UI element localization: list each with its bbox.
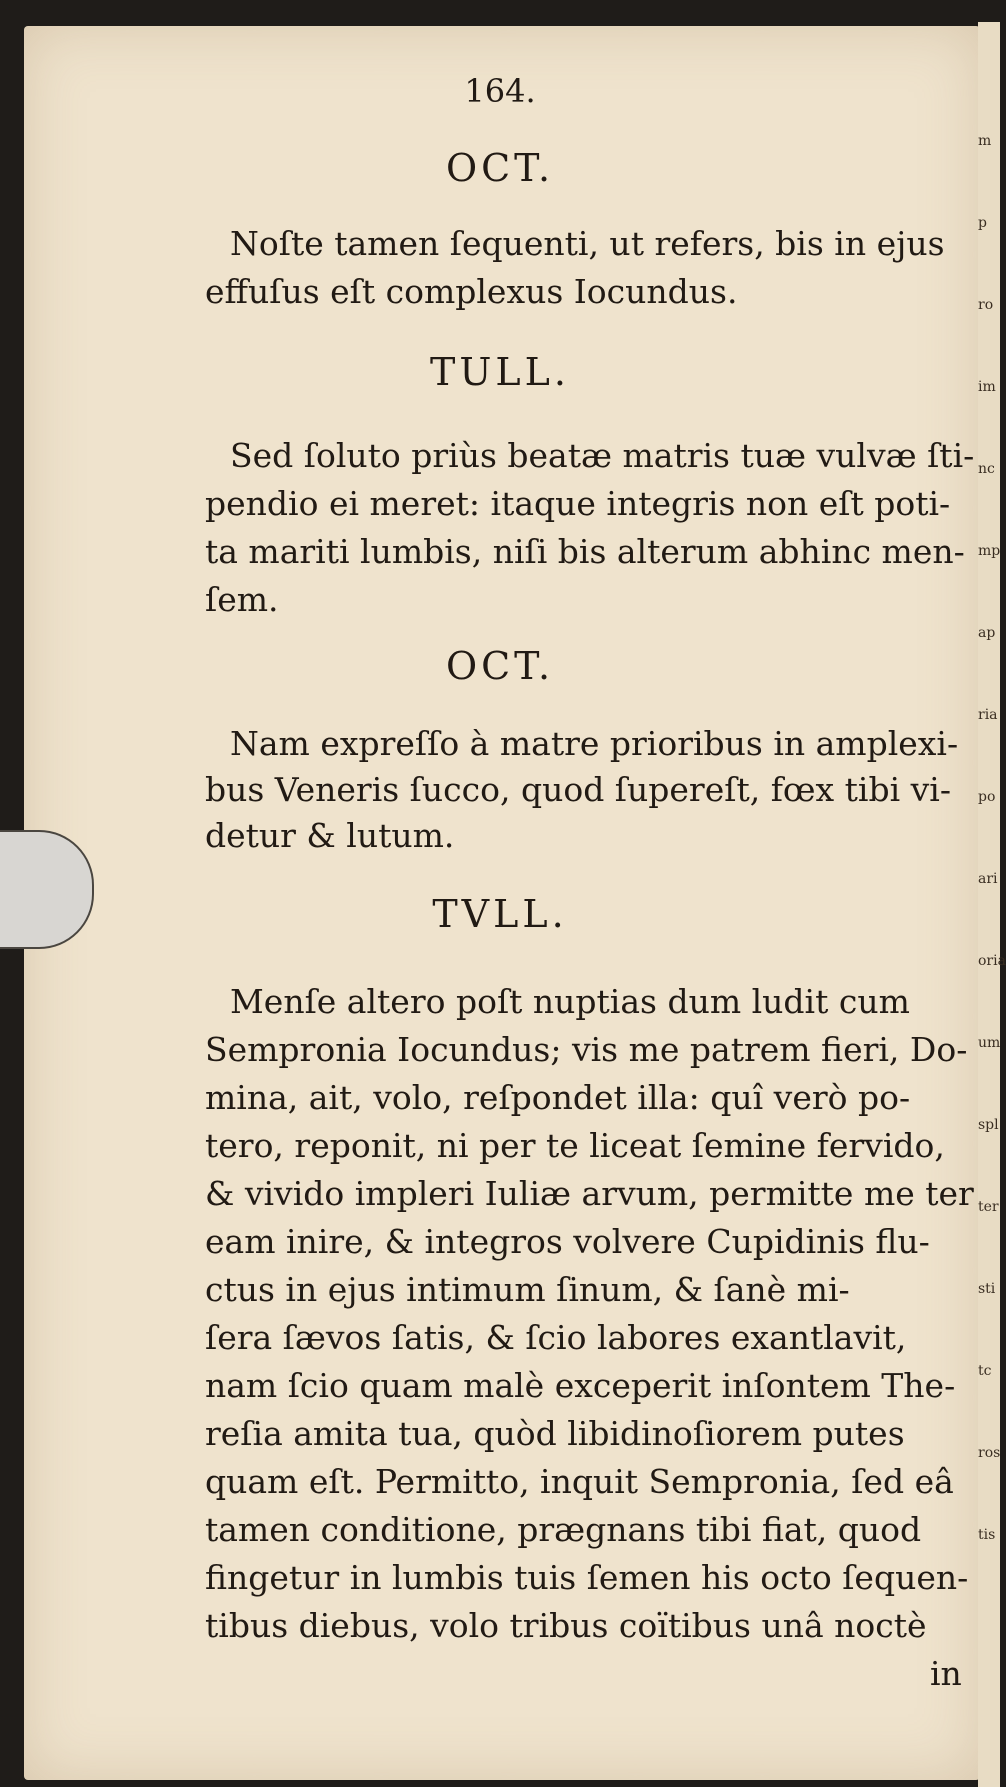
text-line: nam ſcio quam malè exceperit inſontem The-	[205, 1366, 956, 1405]
text-line: ſera ſævos ſatis, & ſcio labores exantlavit,	[205, 1318, 907, 1357]
text-line: pendio ei meret: itaque integris non eſt poti-	[205, 484, 951, 523]
text-line: eam inire, & integros volvere Cupidinis flu-	[205, 1222, 930, 1261]
text-line: ctus in ejus intimum ſinum, & ſanè mi-	[205, 1270, 850, 1309]
margin-fragment: tis	[978, 1527, 996, 1543]
margin-fragment: mp	[978, 543, 1001, 559]
text-line: & vivido impleri Iuliæ arvum, permitte me ter	[205, 1174, 974, 1213]
text-line: quam eſt. Permitto, inquit Sempronia, ſed eâ	[205, 1462, 954, 1501]
margin-fragment: po	[978, 789, 996, 805]
speaker-heading: TVLL.	[432, 892, 568, 936]
margin-fragment: ap	[978, 625, 996, 641]
margin-fragment: oria	[978, 953, 1006, 969]
page-number: 164.	[464, 72, 536, 110]
speaker-heading: OCT.	[445, 644, 555, 688]
margin-fragment: ro	[978, 297, 994, 313]
text-line: tibus diebus, volo tribus coïtibus unâ noctè	[205, 1606, 927, 1645]
margin-fragment: nc	[978, 461, 995, 477]
margin-fragment: m	[978, 133, 992, 149]
margin-fragment: sti	[978, 1281, 996, 1297]
text-line: detur & lutum.	[205, 816, 455, 855]
margin-fragment: p	[978, 215, 987, 231]
margin-fragments	[978, 100, 1006, 1600]
margin-fragment: ros	[978, 1445, 1001, 1461]
text-line: tero, reponit, ni per te liceat ſemine fervido,	[205, 1126, 945, 1165]
margin-fragment: spl	[978, 1117, 999, 1133]
margin-fragment: ria	[978, 707, 998, 723]
text-line: mina, ait, volo, reſpondet illa: quî verò po-	[205, 1078, 911, 1117]
text-line: tamen conditione, prægnans tibi fiat, quod	[205, 1510, 922, 1549]
text-line: Noſte tamen ſequenti, ut refers, bis in ejus	[230, 224, 945, 263]
speaker-heading: OCT.	[445, 146, 555, 190]
margin-fragment: ari	[978, 871, 998, 887]
catchword: in	[930, 1654, 962, 1693]
text-line: bus Veneris ſucco, quod ſupereſt, fœx tibi vi-	[205, 770, 951, 809]
text-line: ta mariti lumbis, niſi bis alterum abhinc men-	[205, 532, 965, 571]
margin-fragment: ter	[978, 1199, 999, 1215]
text-line: fingetur in lumbis tuis ſemen his octo ſequen-	[205, 1558, 969, 1597]
text-line: effuſus eſt complexus Iocundus.	[205, 272, 738, 311]
text-line: Sed ſoluto priùs beatæ matris tuæ vulvæ ſti-	[230, 436, 975, 475]
margin-fragment: im	[978, 379, 996, 395]
text-line: Nam expreſſo à matre prioribus in amplexi-	[230, 724, 959, 763]
margin-fragment: tc	[978, 1363, 992, 1379]
text-line: Sempronia Iocundus; vis me patrem fieri, Do-	[205, 1030, 968, 1069]
text-line: ſem.	[205, 580, 279, 619]
speaker-heading: TULL.	[430, 350, 570, 394]
text-line: Menſe altero poſt nuptias dum ludit cum	[230, 982, 910, 1021]
text-line: reſia amita tua, quòd libidinoſiorem putes	[205, 1414, 905, 1453]
margin-fragment: um	[978, 1035, 1001, 1051]
